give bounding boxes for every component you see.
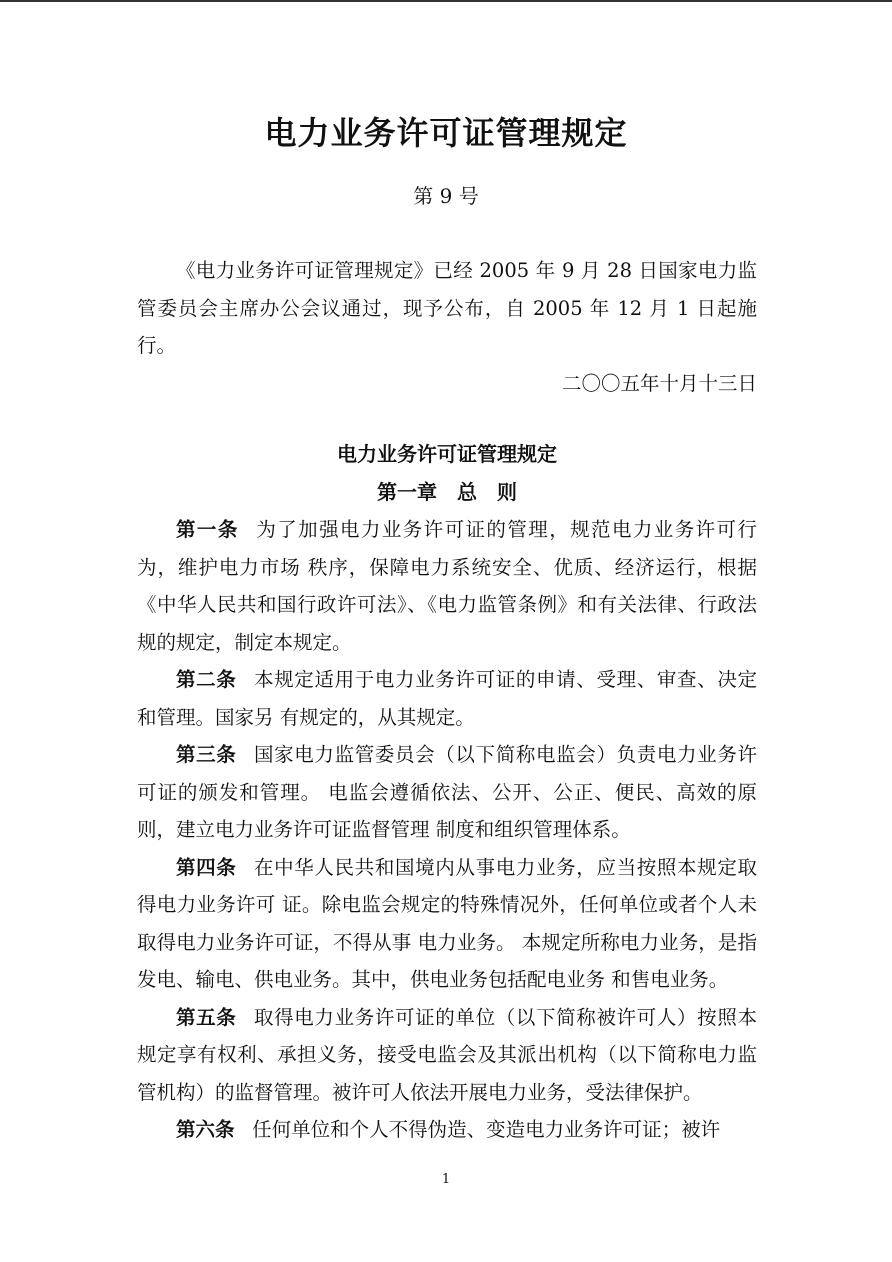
article-4 (137, 849, 757, 999)
article-label: 第六条 (176, 1118, 235, 1141)
issue-date: 二〇〇五年十月十三日 (561, 371, 757, 395)
article-2 (137, 661, 757, 736)
article-text: 国家电力监管委员会（以下简称电监会）负责电力业务许可证的颁发和管理。 电监会遵循依法、公开、公正、便民、高效的原则，建立电力业务许可证监督管理 制度和组织管理体系。 (137, 743, 757, 841)
article-1 (137, 511, 757, 661)
article-text: 为了加强电力业务许可证的管理，规范电力业务许可行为，维护电力市场 秩序，保障电力系统安全、优质、经济运行，根据《中华人民共和国行政许可法》、《电力监管条例》和有关法律、行政法规的规定，制定本规定。 (137, 518, 757, 654)
article-text: 本规定适用于电力业务许可证的申请、受理、审查、决定和管理。国家另 有规定的，从其规定。 (137, 668, 757, 729)
article-6 (137, 1111, 757, 1149)
article-label: 第五条 (176, 1005, 237, 1029)
chapter-heading: 第一章 总 则 (377, 479, 517, 504)
article-label: 第三条 (176, 743, 237, 766)
article-label: 第四条 (176, 855, 237, 879)
article-5 (137, 999, 757, 1112)
article-label: 第二条 (176, 668, 237, 691)
article-text: 任何单位和个人不得伪造、变造电力业务许可证；被许 (252, 1118, 721, 1141)
article-label: 第一条 (176, 518, 239, 541)
intro-paragraph: 《电力业务许可证管理规定》已经 2005 年 9 月 28 日国家电力监管委员会主席办公会议通过，现予公布，自 2005 年 12 月 1 日起施行。 (137, 259, 757, 357)
article-text: 取得电力业务许可证的单位（以下简称被许可人）按照本规定享有权利、承担义务，接受电监会及其派出机构（以下简称电力监管机构）的监督管理。被许可人依法开展电力业务，受法律保护。 (137, 1005, 757, 1104)
article-3 (137, 736, 757, 849)
regulation-heading: 电力业务许可证管理规定 (337, 442, 557, 466)
document-body (137, 252, 757, 1149)
page-number: 1 (441, 1172, 451, 1187)
article-text: 在中华人民共和国境内从事电力业务，应当按照本规定取得电力业务许可 证。除电监会规定的特殊情况外，任何单位或者个人未取得电力业务许可证，不得从事 电力业务。 本规定所称电力业务，是指发电、输电、供电业务。其中，供电业务包括配电业务 和售电业务。 (137, 855, 757, 991)
document-title: 电力业务许可证管理规定 (264, 114, 628, 152)
order-number: 第 9 号 (413, 184, 479, 208)
